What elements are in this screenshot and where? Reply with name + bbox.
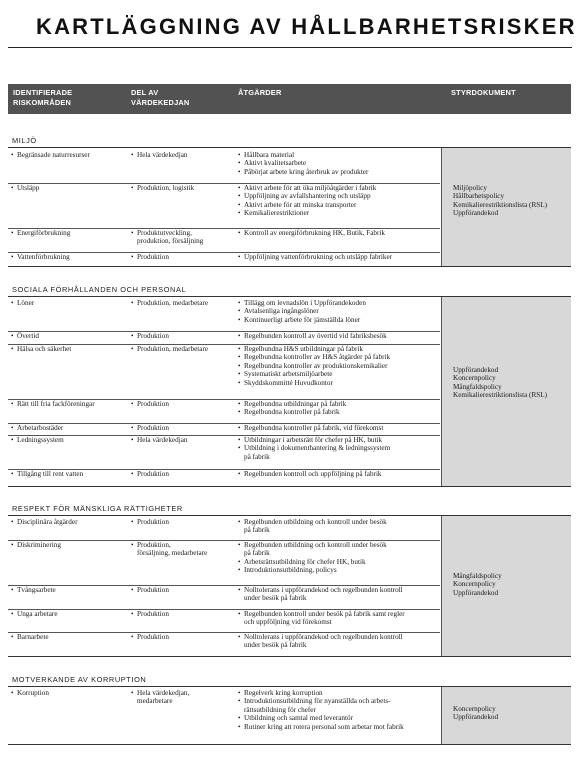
risk-area bbox=[11, 332, 129, 340]
value-chain-part bbox=[131, 151, 235, 159]
measures-list bbox=[238, 633, 438, 650]
value-chain-label: • Produktion bbox=[131, 424, 235, 432]
risk-area bbox=[11, 470, 129, 478]
risk-area bbox=[11, 299, 129, 307]
styrdokument-list: Uppförandekod Koncernpolicy Mångfaldspolicy Kemikalierestriktionslista (RSL) bbox=[453, 366, 548, 400]
value-chain-label: • Produktion bbox=[131, 253, 235, 261]
value-chain-part bbox=[131, 689, 235, 706]
measures-list bbox=[238, 151, 438, 176]
value-chain-label: • Produktion, logistik bbox=[131, 184, 235, 192]
measure-item: • Regelbunden kontroll under besök på fabrik samt regler och uppföljning vid förekomst bbox=[238, 610, 438, 627]
value-chain-part bbox=[131, 332, 235, 340]
risk-area-label: • Korruption bbox=[11, 689, 129, 697]
styrdokument-cell bbox=[441, 687, 571, 745]
value-chain-label: • Produktion bbox=[131, 610, 235, 618]
risk-area-label: • Ledningssystem bbox=[11, 436, 129, 444]
risk-area bbox=[11, 610, 129, 618]
risk-area-label: • Energiförbrukning bbox=[11, 229, 129, 237]
measure-item: • Regelverk kring korruption bbox=[238, 689, 438, 697]
value-chain-label: • Produktion, medarbetare bbox=[131, 299, 235, 307]
value-chain-label: • Produktion bbox=[131, 586, 235, 594]
styrdokument-cell bbox=[441, 297, 571, 487]
title-divider bbox=[8, 47, 572, 48]
measure-item: • Aktivt arbete för att minska transporter bbox=[238, 201, 438, 209]
measure-item: • Regelbunden utbildning och kontroll under besök på fabrik bbox=[238, 541, 438, 558]
styrdokument-cell bbox=[441, 148, 571, 267]
measures-list bbox=[238, 184, 438, 218]
measures-list bbox=[238, 610, 438, 627]
measure-item: • Aktivt arbete för att öka miljöåtgärder i fabrik bbox=[238, 184, 438, 192]
measure-item: • Uppföljning vattenförbrukning och utsläpp fabriker bbox=[238, 253, 438, 261]
measure-item: • Aktivt kvalitetsarbete bbox=[238, 159, 438, 167]
measure-item: • Hållbara material bbox=[238, 151, 438, 159]
measures-list bbox=[238, 586, 438, 603]
risk-area bbox=[11, 633, 129, 641]
risk-area-label: • Begränsade naturresurser bbox=[11, 151, 129, 159]
measure-item: • Introduktionsutbildning för nyanställda och arbets- rättsutbildning för chefer bbox=[238, 697, 438, 714]
value-chain-part bbox=[131, 586, 235, 594]
risk-area-label: • Tillgång till rent vatten bbox=[11, 470, 129, 478]
measures-list bbox=[238, 400, 438, 417]
value-chain-label: • Produktion bbox=[131, 518, 235, 526]
measure-item: • Utbildning och samtal med leverantör bbox=[238, 714, 438, 722]
value-chain-label: • Produktutveckling, produktion, försäljning bbox=[131, 229, 235, 246]
measures-list bbox=[238, 689, 438, 731]
measure-item: • Systematiskt arbetsmiljöarbete bbox=[238, 370, 438, 378]
measure-item: • Kontroll av energiförbrukning HK, Butik, Fabrik bbox=[238, 229, 438, 237]
risk-area bbox=[11, 253, 129, 261]
measures-list bbox=[238, 424, 438, 432]
risk-area bbox=[11, 345, 129, 353]
value-chain-part bbox=[131, 299, 235, 307]
value-chain-label: • Hela värdekedjan bbox=[131, 151, 235, 159]
section-heading: RESPEKT FÖR MÄNSKLIGA RÄTTIGHETER bbox=[12, 504, 183, 513]
value-chain-label: • Produktion bbox=[131, 633, 235, 641]
value-chain-label: • Produktion bbox=[131, 400, 235, 408]
value-chain-part bbox=[131, 229, 235, 246]
value-chain-part bbox=[131, 345, 235, 353]
measure-item: • Avtalsenliga ingångslöner bbox=[238, 307, 438, 315]
measure-item: • Regelbundna kontroller på fabrik bbox=[238, 408, 438, 416]
styrdokument-list: Miljöpolicy Hållbarhetspolicy Kemikalierestriktionslista (RSL) Uppförandekod bbox=[453, 184, 548, 218]
measure-item: • Skyddskommitté Huvudkontor bbox=[238, 379, 438, 387]
value-chain-label: • Hela värdekedjan bbox=[131, 436, 235, 444]
value-chain-part bbox=[131, 470, 235, 478]
measure-item: • Utbildningar i arbetsrätt för chefer på HK, butik bbox=[238, 436, 438, 444]
measure-item: • Regelbundna kontroller av produktionskemikalier bbox=[238, 362, 438, 370]
measures-list bbox=[238, 299, 438, 324]
measures-list bbox=[238, 541, 438, 575]
risk-area bbox=[11, 229, 129, 237]
risk-area-label: • Disciplinära åtgärder bbox=[11, 518, 129, 526]
header-styrdokument: STYRDOKUMENT bbox=[451, 88, 516, 97]
measure-item: • Regelbunden utbildning och kontroll under besök på fabrik bbox=[238, 518, 438, 535]
styrdokument-list: Mångfaldspolicy Koncernpolicy Uppförandekod bbox=[453, 572, 502, 597]
measure-item: • Nolltolerans i uppförandekod och regelbunden kontroll under besök på fabrik bbox=[238, 586, 438, 603]
risk-area bbox=[11, 518, 129, 526]
section-heading: MOTVERKANDE AV KORRUPTION bbox=[12, 675, 147, 684]
value-chain-part bbox=[131, 400, 235, 408]
risk-area bbox=[11, 541, 129, 549]
measure-item: • Regelbunden kontroll och uppföljning på fabrik bbox=[238, 470, 438, 478]
measure-item: • Regelbundna H&S utbildningar på fabrik bbox=[238, 345, 438, 353]
measures-list bbox=[238, 436, 438, 461]
risk-area-label: • Utsläpp bbox=[11, 184, 129, 192]
value-chain-label: • Produktion, försäljning, medarbetare bbox=[131, 541, 235, 558]
risk-area-label: • Arbetarbostäder bbox=[11, 424, 129, 432]
risk-area-label: • Vattenförbrukning bbox=[11, 253, 129, 261]
measures-list bbox=[238, 470, 438, 478]
value-chain-label: • Produktion bbox=[131, 332, 235, 340]
risk-area-label: • Övertid bbox=[11, 332, 129, 340]
header-atgarder: ÅTGÄRDER bbox=[238, 88, 282, 97]
measure-item: • Påbörjat arbete kring återbruk av produkter bbox=[238, 168, 438, 176]
measure-item: • Regelbundna kontroller av H&S åtgärder på fabrik bbox=[238, 353, 438, 361]
measures-list bbox=[238, 229, 438, 237]
measure-item: • Regelbundna kontroller på fabrik, vid förekomst bbox=[238, 424, 438, 432]
section-bottom-rule bbox=[8, 486, 571, 487]
measure-item: • Kemikalierestriktioner bbox=[238, 209, 438, 217]
measure-item: • Utbildning i dokumenthantering & ledningssystem på fabrik bbox=[238, 444, 438, 461]
styrdokument-list: Koncernpolicy Uppförandekod bbox=[453, 705, 499, 722]
section-bottom-rule bbox=[8, 656, 571, 657]
risk-area bbox=[11, 151, 129, 159]
section-bottom-rule bbox=[8, 266, 571, 267]
value-chain-part bbox=[131, 253, 235, 261]
risk-area bbox=[11, 436, 129, 444]
value-chain-part bbox=[131, 184, 235, 192]
measure-item: • Nolltolerans i uppförandekod och regelbunden kontroll under besök på fabrik bbox=[238, 633, 438, 650]
page-title: KARTLÄGGNING AV HÅLLBARHETSRISKER bbox=[36, 14, 577, 39]
table-header bbox=[8, 84, 571, 114]
measure-item: • Rutiner kring att rotera personal som arbetar mot fabrik bbox=[238, 723, 438, 731]
value-chain-part bbox=[131, 633, 235, 641]
risk-area bbox=[11, 586, 129, 594]
value-chain-part bbox=[131, 424, 235, 432]
section-heading: SOCIALA FÖRHÅLLANDEN OCH PERSONAL bbox=[12, 285, 187, 294]
risk-area-label: • Tvångsarbete bbox=[11, 586, 129, 594]
measure-item: • Regelbundna utbildningar på fabrik bbox=[238, 400, 438, 408]
risk-area bbox=[11, 400, 129, 408]
risk-area-label: • Barnarbete bbox=[11, 633, 129, 641]
measures-list bbox=[238, 518, 438, 535]
measure-item: • Regelbunden kontroll av övertid vid fabriksbesök bbox=[238, 332, 438, 340]
header-riskomraden: IDENTIFIERADE RISKOMRÅDEN bbox=[13, 88, 73, 107]
measure-item: • Tillägg om levnadslön i Uppförandekoden bbox=[238, 299, 438, 307]
risk-area-label: • Diskriminering bbox=[11, 541, 129, 549]
value-chain-label: • Hela värdekedjan, medarbetare bbox=[131, 689, 235, 706]
risk-area bbox=[11, 424, 129, 432]
value-chain-part bbox=[131, 541, 235, 558]
measure-item: • Uppföljning av avfallshantering och utsläpp bbox=[238, 192, 438, 200]
measures-list bbox=[238, 345, 438, 387]
section-bottom-rule bbox=[8, 744, 571, 745]
risk-area-label: • Unga arbetare bbox=[11, 610, 129, 618]
section-heading: MILJÖ bbox=[12, 136, 37, 145]
value-chain-part bbox=[131, 518, 235, 526]
measure-item: • Kontinuerligt arbete för jämställda löner bbox=[238, 316, 438, 324]
risk-area-label: • Löner bbox=[11, 299, 129, 307]
risk-area bbox=[11, 689, 129, 697]
measure-item: • Introduktionsutbildning, policys bbox=[238, 566, 438, 574]
risk-area-label: • Hälsa och säkerhet bbox=[11, 345, 129, 353]
value-chain-part bbox=[131, 436, 235, 444]
value-chain-label: • Produktion, medarbetare bbox=[131, 345, 235, 353]
header-vardekedjan: DEL AV VÄRDEKEDJAN bbox=[131, 88, 190, 107]
risk-area bbox=[11, 184, 129, 192]
value-chain-label: • Produktion bbox=[131, 470, 235, 478]
risk-area-label: • Rätt till fria fackföreningar bbox=[11, 400, 129, 408]
styrdokument-cell bbox=[441, 516, 571, 657]
value-chain-part bbox=[131, 610, 235, 618]
measure-item: • Arbetsrättsutbildning för chefer HK, butik bbox=[238, 558, 438, 566]
measures-list bbox=[238, 332, 438, 340]
measures-list bbox=[238, 253, 438, 261]
